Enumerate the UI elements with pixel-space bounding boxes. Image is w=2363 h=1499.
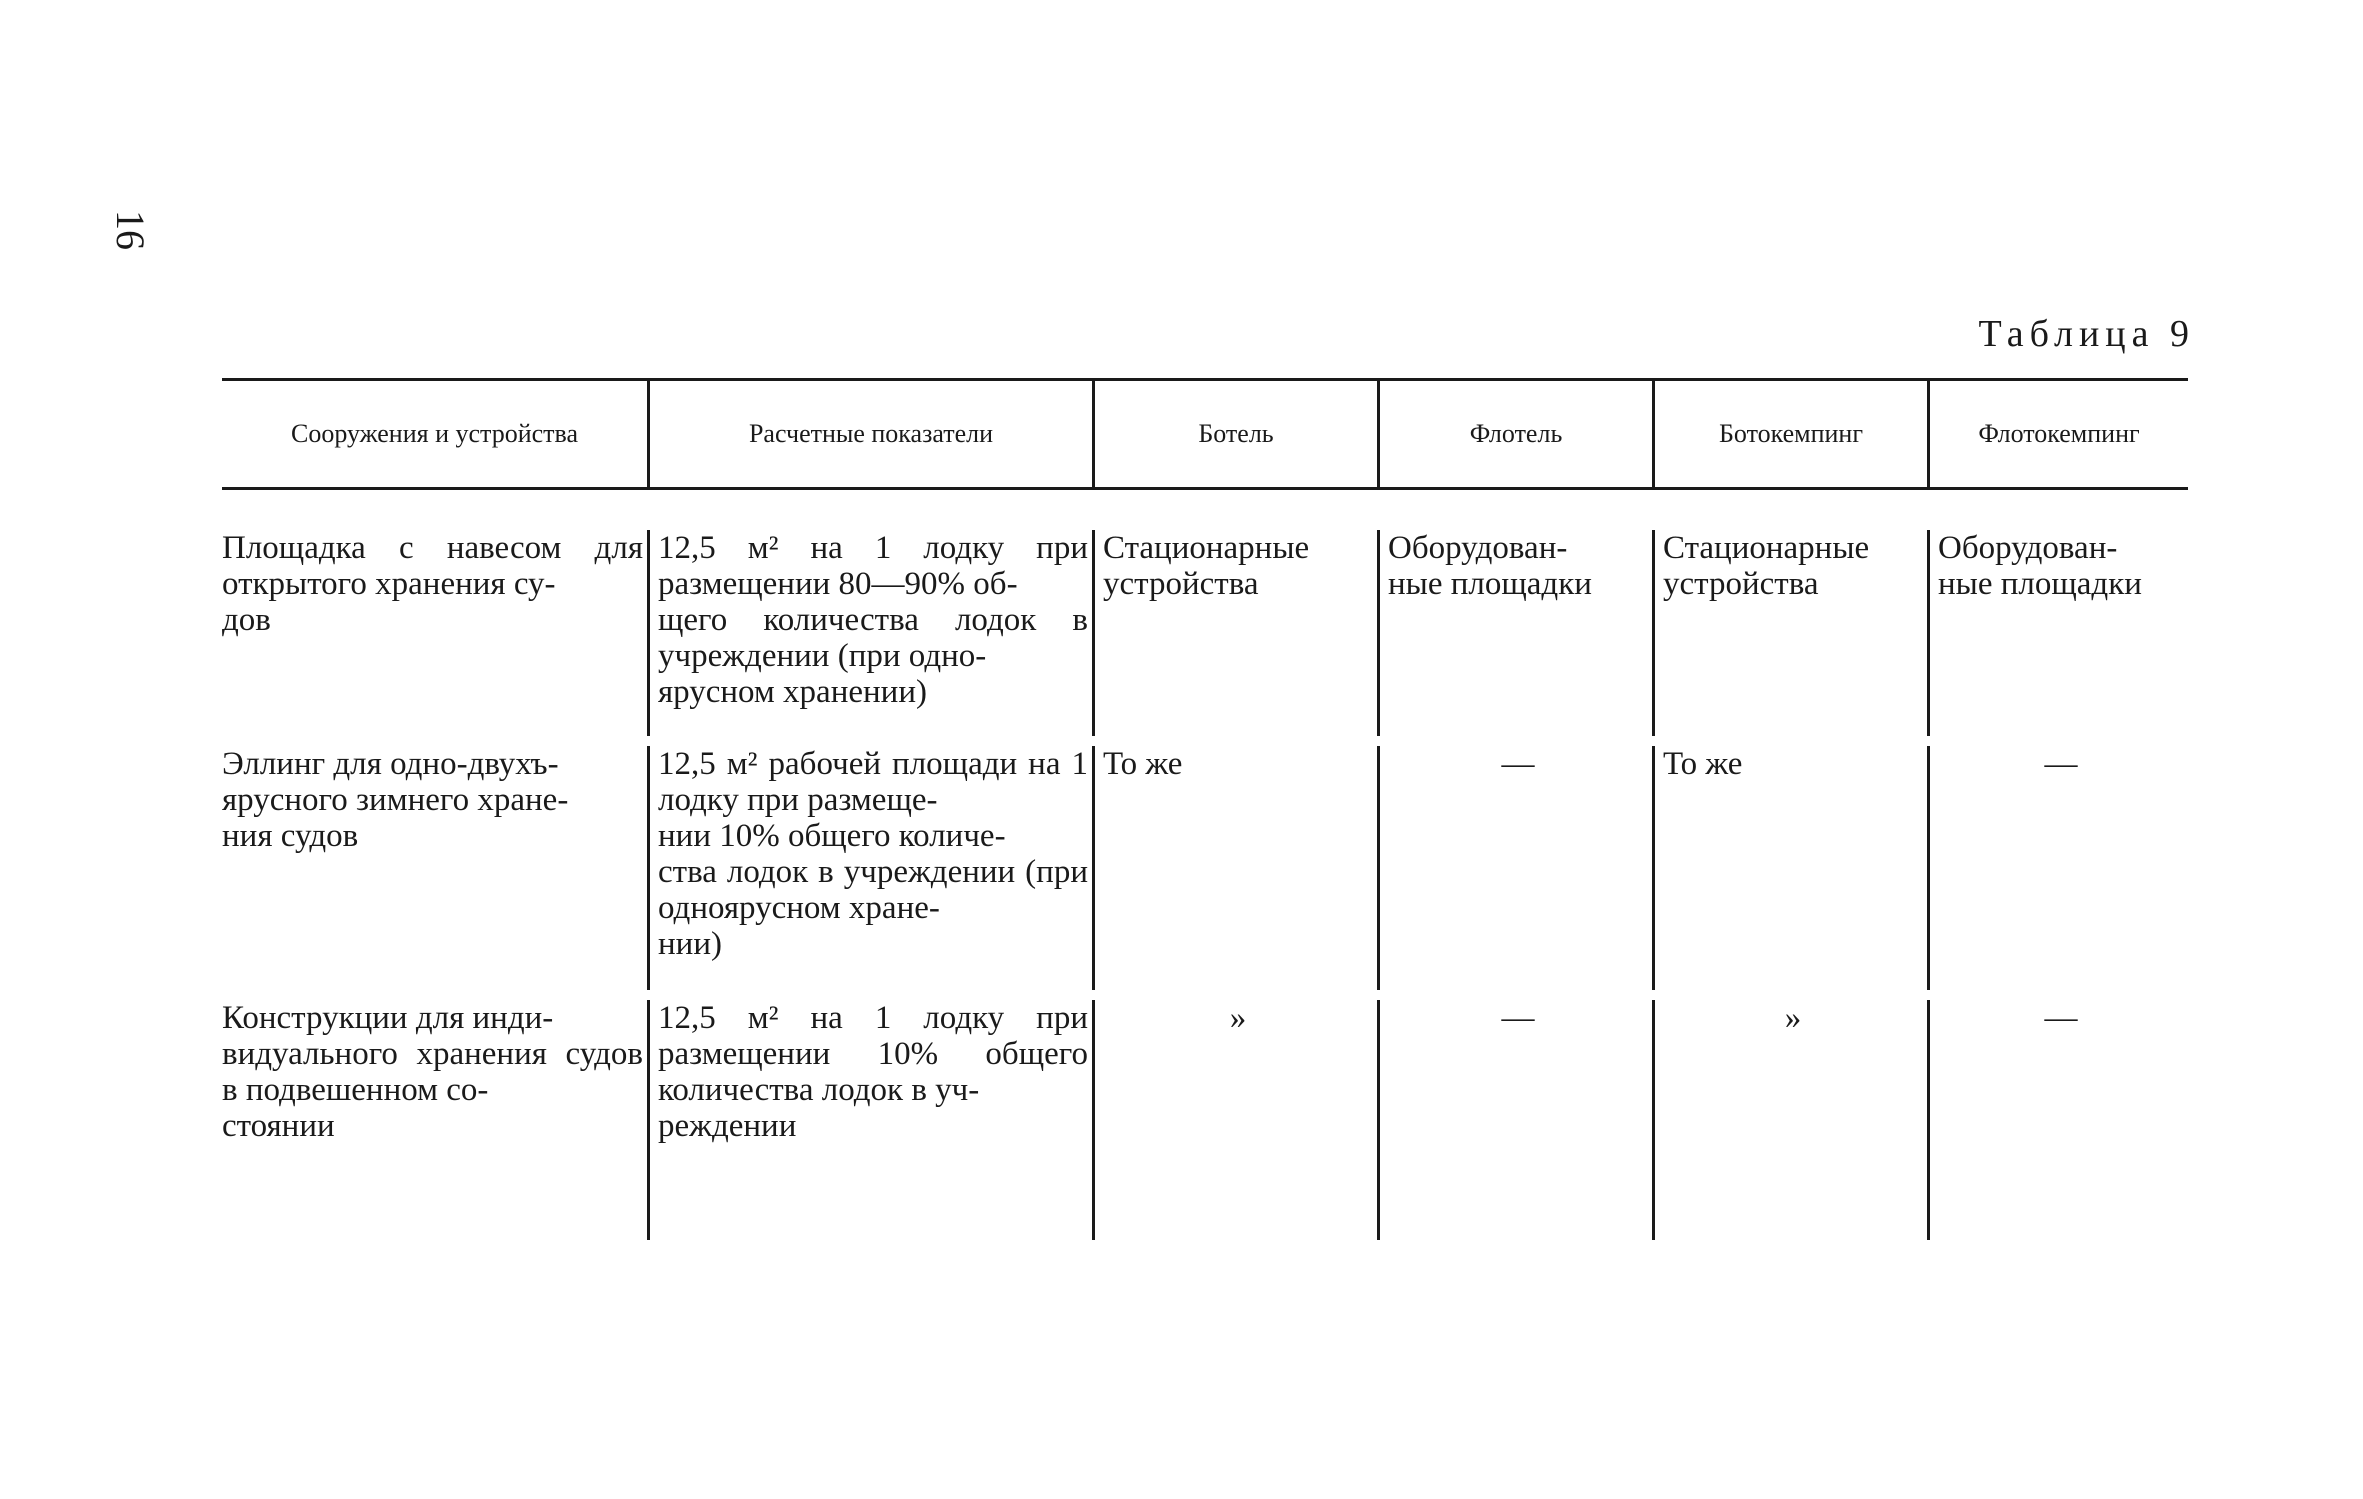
cell-botel: Стационарные устройства <box>1092 530 1377 736</box>
cell-botocamping: Стационарные устройства <box>1652 530 1927 736</box>
cell-facility: Эллинг для одно-двухъ- ярусного зимнего хране- ния судов <box>222 746 569 854</box>
header-flotel: Флотель <box>1377 381 1652 487</box>
cell-flotocamping: — <box>1927 746 2188 990</box>
header-botocamping: Ботокемпинг <box>1652 381 1927 487</box>
cell-flotocamping: — <box>1927 1000 2188 1240</box>
table-body <box>222 490 2188 1240</box>
cell-indicators: 12,5 м² на 1 лодку при размещении 10% общего количества лодок в уч- реждении <box>647 1000 1092 1240</box>
cell-botel: » <box>1092 1000 1377 1240</box>
table-row <box>222 736 2188 990</box>
header-botel: Ботель <box>1092 381 1377 487</box>
cell-flotel: — <box>1377 746 1652 990</box>
table-header-row <box>222 381 2188 487</box>
cell-flotocamping: Оборудован- ные площадки <box>1927 530 2188 736</box>
cell-facility: Конструкции для инди- видуального хранения судов в подвешенном со- стоянии <box>222 1000 643 1144</box>
cell-indicators: 12,5 м² на 1 лодку при размещении 80—90% об- щего количества лодок в учреждении (при одно- ярусном хранении) <box>647 530 1092 736</box>
table-row <box>222 990 2188 1240</box>
cell-facility: Площадка с навесом для открытого хранения су- дов <box>222 530 643 638</box>
table-row <box>222 490 2188 736</box>
data-table <box>222 378 2188 1240</box>
header-flotocamping: Флотокемпинг <box>1927 381 2188 487</box>
cell-flotel: Оборудован- ные площадки <box>1377 530 1652 736</box>
cell-indicators: 12,5 м² рабочей площади на 1 лодку при размеще- нии 10% общего количе- ства лодок в учреждении (при одноярусном хране- нии) <box>647 746 1092 990</box>
header-facilities: Сооружения и устройства <box>290 419 579 448</box>
cell-botocamping: То же <box>1652 746 1927 990</box>
page-number: 16 <box>108 210 153 250</box>
cell-botel: То же <box>1092 746 1377 990</box>
table-caption: Таблица 9 <box>1978 313 2195 355</box>
cell-botocamping: » <box>1652 1000 1927 1240</box>
header-indicators: Расчетные показатели <box>647 381 1092 487</box>
cell-flotel: — <box>1377 1000 1652 1240</box>
